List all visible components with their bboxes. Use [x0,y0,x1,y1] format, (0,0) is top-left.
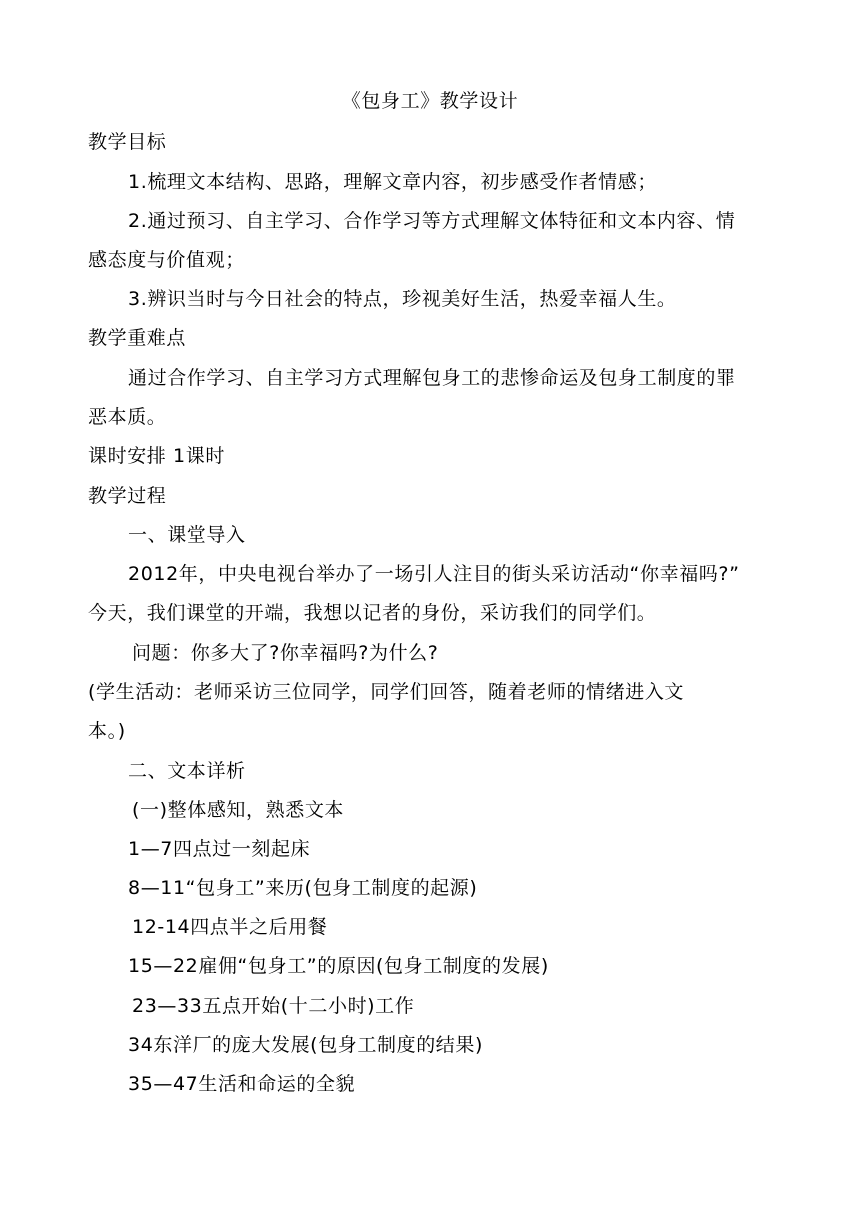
intro-question: 问题：你多大了?你幸福吗?为什么? [132,642,439,664]
document-title: 《包身工》教学设计 [341,90,519,112]
outline-item: 15—22雇佣“包身工”的原因(包身工制度的发展) [128,955,549,977]
intro-activity-line-1: (学生活动：老师采访三位同学，同学们回答，随着老师的情绪进入文 [88,681,685,703]
analysis-heading: 二、文本详析 [128,760,246,782]
intro-activity-line-2: 本。) [88,720,126,742]
difficulties-heading: 教学重难点 [88,327,187,349]
outline-item: 34东洋厂的庞大发展(包身工制度的结果) [128,1034,484,1056]
outline-item: 8—11“包身工”来历(包身工制度的起源) [128,877,478,899]
difficulties-text-line-1: 通过合作学习、自主学习方式理解包身工的悲惨命运及包身工制度的罪 [128,367,736,389]
outline-item: 23—33五点开始(十二小时)工作 [132,995,415,1017]
outline-item: 1—7四点过一刻起床 [128,838,311,860]
intro-paragraph-line-2: 今天，我们课堂的开端，我想以记者的身份，采访我们的同学们。 [88,602,657,624]
process-heading: 教学过程 [88,485,167,507]
objective-item-3: 3.辨识当时与今日社会的特点，珍视美好生活，热爱幸福人生。 [128,288,677,310]
difficulties-text-line-2: 恶本质。 [88,406,167,428]
outline-item: 35—47生活和命运的全貌 [128,1073,356,1095]
schedule-line: 课时安排 1课时 [88,445,225,467]
analysis-subheading: (一)整体感知，熟悉文本 [132,799,345,821]
objective-item-2-line-2: 感态度与价值观； [88,249,245,271]
outline-item: 12-14四点半之后用餐 [132,916,328,938]
objective-item-1: 1.梳理文本结构、思路，理解文章内容，初步感受作者情感； [128,171,657,193]
intro-heading: 一、课堂导入 [128,524,246,546]
objective-item-2-line-1: 2.通过预习、自主学习、合作学习等方式理解文体特征和文本内容、情 [128,210,736,232]
objectives-heading: 教学目标 [88,131,167,153]
intro-paragraph-line-1: 2012年，中央电视台举办了一场引人注目的街头采访活动“你幸福吗?” [128,563,740,585]
